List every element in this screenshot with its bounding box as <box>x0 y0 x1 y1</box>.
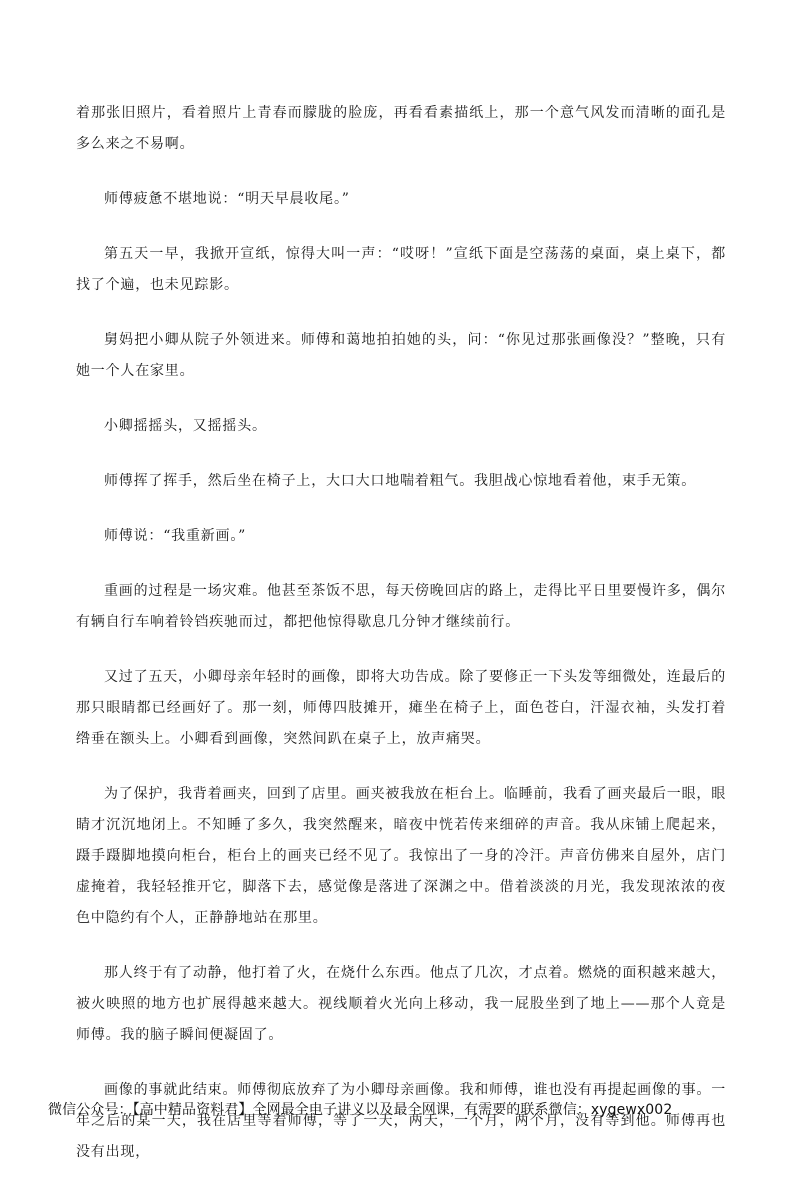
paragraph-7: 师傅说：“我重新画。” <box>104 528 247 544</box>
paragraph-9: 又过了五天，小卿母亲年轻时的画像，即将大功告成。除了要修正一下头发等细微处，连最后的那只眼睛都已经画好了。那一刻，师傅四肢摊开，瘫坐在椅子上，面色苍白，汗湿衣袖，头发打着绺垂在额头上。小卿看到画像，突然间趴在桌子上，放声痛哭。 <box>76 669 726 747</box>
paragraph-8: 重画的过程是一场灾难。他甚至茶饭不思，每天傍晚回店的路上，走得比平日里要慢许多，偶尔有辆自行车响着铃铛疾驰而过，都把他惊得歇息几分钟才继续前行。 <box>76 583 726 630</box>
paragraph-4: 舅妈把小卿从院子外领进来。师傅和蔼地拍拍她的头，问：“你见过那张画像没？”整晚，只有她一个人在家里。 <box>76 332 726 379</box>
paragraph-5: 小卿摇摇头，又摇摇头。 <box>104 418 267 434</box>
paragraph-3: 第五天一早，我掀开宣纸，惊得大叫一声：“哎呀！”宣纸下面是空荡荡的桌面，桌上桌下，都找了个遍，也未见踪影。 <box>76 246 726 293</box>
paragraph-6: 师傅挥了挥手，然后坐在椅子上，大口大口地喘着粗气。我胆战心惊地看着他，束手无策。 <box>104 473 696 489</box>
article-body <box>76 98 726 1192</box>
paragraph-2: 师傅疲惫不堪地说：“明天早晨收尾。” <box>104 191 350 207</box>
paragraph-11: 那人终于有了动静，他打着了火，在烧什么东西。他点了几次，才点着。燃烧的面积越来越大，被火映照的地方也扩展得越来越大。视线顺着火光向上移动，我一屁股坐到了地上——那个人竟是师傅。我的脑子瞬间便凝固了。 <box>76 965 726 1043</box>
paragraph-12: 画像的事就此结束。师傅彻底放弃了为小卿母亲画像。我和师傅，谁也没有再提起画像的事。一年之后的某一天，我在店里等着师傅，等了一天，两天，一个月，两个月，没有等到他。师傅再也没有出现， <box>76 1082 726 1160</box>
paragraph-1: 着那张旧照片，看着照片上青春而朦胧的脸庞，再看看素描纸上，那一个意气风发而清晰的面孔是多么来之不易啊。 <box>76 105 726 152</box>
footer-watermark-text: 微信公众号：【高中精品资料君】全网最全电子讲义以及最全网课，有需要的联系微信：xygewx002 <box>48 1102 673 1118</box>
paragraph-10: 为了保护，我背着画夹，回到了店里。画夹被我放在柜台上。临睡前，我看了画夹最后一眼，眼睛才沉沉地闭上。不知睡了多久，我突然醒来，暗夜中恍若传来细碎的声音。我从床铺上爬起来，蹑手蹑脚地摸向柜台，柜台上的画夹已经不见了。我惊出了一身的冷汗。声音仿佛来自屋外，店门虚掩着，我轻轻推开它，脚落下去，感觉像是落进了深渊之中。借着淡淡的月光，我发现浓浓的夜色中隐约有个人，正静静地站在那里。 <box>76 786 726 926</box>
